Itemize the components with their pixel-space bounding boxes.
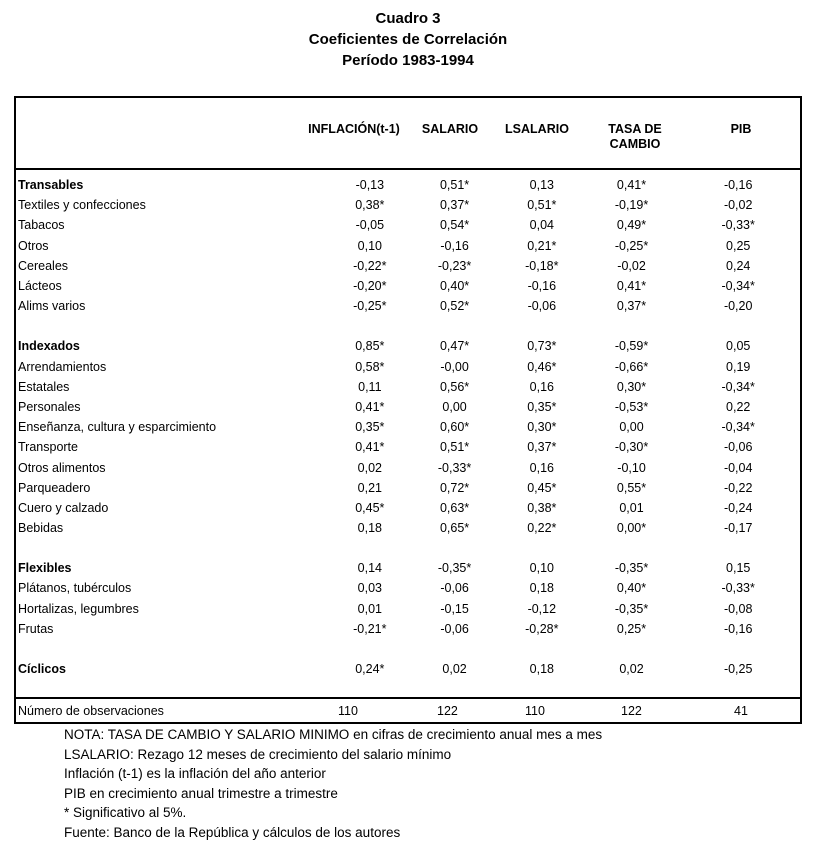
header-inflacion: INFLACIÓN(t-1) [300, 122, 408, 137]
cell-inflacion: -0,21* [327, 619, 412, 639]
observations-lsalario: 110 [525, 704, 545, 718]
row-label: Parqueadero [16, 478, 327, 498]
row-label: Plátanos, tubérculos [16, 578, 327, 598]
cell-salario: -0,00 [412, 357, 497, 377]
cell-salario: 0,02 [412, 659, 497, 679]
cell-inflacion: -0,25* [327, 296, 412, 316]
header-divider [16, 168, 800, 170]
cell-pib: -0,24 [676, 498, 800, 518]
cell-salario: 0,37* [412, 195, 497, 215]
cell-inflacion: 0,38* [327, 195, 412, 215]
cell-salario: 0,65* [412, 518, 497, 538]
cell-inflacion: 0,02 [327, 457, 412, 477]
cell-inflacion: 0,10 [327, 236, 412, 256]
table-row [16, 377, 800, 397]
row-label: Indexados [16, 336, 327, 356]
cell-pib: 0,24 [676, 256, 800, 276]
row-label: Transables [16, 175, 327, 195]
row-label: Lácteos [16, 276, 327, 296]
cell-tasa-de-cambio: 0,00 [587, 417, 677, 437]
cell-salario: -0,35* [412, 558, 497, 578]
cell-pib: 0,25 [676, 236, 800, 256]
cell-inflacion: 0,01 [327, 599, 412, 619]
row-label: Hortalizas, legumbres [16, 599, 327, 619]
table-row [16, 417, 800, 437]
row-label: Arrendamientos [16, 357, 327, 377]
cell-salario: 0,47* [412, 336, 497, 356]
cell-lsalario: -0,06 [497, 296, 587, 316]
row-label: Transporte [16, 437, 327, 457]
cell-inflacion: -0,20* [327, 276, 412, 296]
observations-salario: 122 [437, 704, 458, 718]
cell-tasa-de-cambio: -0,59* [587, 336, 677, 356]
cell-tasa-de-cambio: -0,35* [587, 599, 677, 619]
cell-inflacion: 0,41* [327, 437, 412, 457]
table-row [16, 397, 800, 417]
cell-inflacion: -0,13 [327, 175, 412, 195]
cell-salario: -0,33* [412, 457, 497, 477]
group-row [16, 659, 800, 679]
table-row [16, 478, 800, 498]
cell-lsalario: -0,16 [497, 276, 587, 296]
cell-pib: -0,22 [676, 478, 800, 498]
cell-tasa-de-cambio: -0,10 [587, 457, 677, 477]
table-row [16, 498, 800, 518]
note-line: Fuente: Banco de la República y cálculos de los autores [64, 823, 602, 842]
cell-lsalario: 0,35* [497, 397, 587, 417]
cell-tasa-de-cambio: 0,30* [587, 377, 677, 397]
cell-inflacion: 0,58* [327, 357, 412, 377]
table-period: Período 1983-1994 [0, 50, 816, 71]
group-row [16, 336, 800, 356]
cell-salario: -0,06 [412, 578, 497, 598]
cell-salario: 0,51* [412, 437, 497, 457]
cell-lsalario: 0,13 [497, 175, 587, 195]
note-line: NOTA: TASA DE CAMBIO Y SALARIO MINIMO en cifras de crecimiento anual mes a mes [64, 725, 602, 745]
row-label: Cíclicos [16, 659, 327, 679]
cell-pib: -0,33* [676, 578, 800, 598]
cell-salario: 0,51* [412, 175, 497, 195]
row-label: Frutas [16, 619, 327, 639]
row-label: Otros [16, 236, 327, 256]
cell-lsalario: -0,28* [497, 619, 587, 639]
cell-tasa-de-cambio: 0,55* [587, 478, 677, 498]
header-salario: SALARIO [414, 122, 486, 137]
cell-tasa-de-cambio: -0,53* [587, 397, 677, 417]
note-line: LSALARIO: Rezago 12 meses de crecimiento del salario mínimo [64, 745, 602, 765]
table-row [16, 457, 800, 477]
table-row [16, 578, 800, 598]
cell-pib: -0,34* [676, 377, 800, 397]
row-label: Enseñanza, cultura y esparcimiento [16, 417, 327, 437]
title-block [0, 8, 816, 71]
cell-tasa-de-cambio: 0,41* [587, 276, 677, 296]
cell-lsalario: 0,30* [497, 417, 587, 437]
cell-tasa-de-cambio: 0,37* [587, 296, 677, 316]
group-row [16, 175, 800, 195]
cell-inflacion: -0,05 [327, 215, 412, 235]
cell-lsalario: 0,21* [497, 236, 587, 256]
cell-pib: -0,06 [676, 437, 800, 457]
cell-salario: 0,40* [412, 276, 497, 296]
table-row [16, 276, 800, 296]
note-line: Inflación (t-1) es la inflación del año anterior [64, 764, 602, 784]
observations-divider [16, 697, 800, 699]
observations-label: Número de observaciones [18, 704, 164, 718]
cell-tasa-de-cambio: 0,00* [587, 518, 677, 538]
observations-tasa-de-cambio: 122 [621, 704, 642, 718]
table-row [16, 215, 800, 235]
cell-lsalario: 0,22* [497, 518, 587, 538]
cell-pib: -0,25 [676, 659, 800, 679]
cell-salario: 0,60* [412, 417, 497, 437]
table-row [16, 256, 800, 276]
row-label: Bebidas [16, 518, 327, 538]
header-lsalario: LSALARIO [498, 122, 576, 137]
cell-lsalario: 0,18 [497, 578, 587, 598]
table-number: Cuadro 3 [0, 8, 816, 29]
cell-tasa-de-cambio: 0,41* [587, 175, 677, 195]
cell-inflacion: 0,45* [327, 498, 412, 518]
cell-tasa-de-cambio: 0,49* [587, 215, 677, 235]
cell-lsalario: 0,10 [497, 558, 587, 578]
cell-inflacion: 0,14 [327, 558, 412, 578]
table-row [16, 437, 800, 457]
cell-inflacion: 0,11 [327, 377, 412, 397]
cell-lsalario: 0,46* [497, 357, 587, 377]
cell-lsalario: 0,45* [497, 478, 587, 498]
table-row [16, 195, 800, 215]
cell-salario: -0,23* [412, 256, 497, 276]
spacer-row [16, 316, 800, 336]
observations-row [16, 701, 800, 721]
cell-salario: 0,56* [412, 377, 497, 397]
cell-tasa-de-cambio: 0,40* [587, 578, 677, 598]
cell-pib: -0,04 [676, 457, 800, 477]
row-label: Cereales [16, 256, 327, 276]
observations-pib: 41 [734, 704, 748, 718]
table-title: Coeficientes de Correlación [0, 29, 816, 50]
group-row [16, 558, 800, 578]
cell-lsalario: -0,12 [497, 599, 587, 619]
cell-pib: -0,17 [676, 518, 800, 538]
cell-tasa-de-cambio: -0,35* [587, 558, 677, 578]
cell-lsalario: 0,73* [497, 336, 587, 356]
observations-inflacion: 110 [338, 704, 358, 718]
cell-lsalario: 0,18 [497, 659, 587, 679]
cell-pib: -0,34* [676, 276, 800, 296]
row-label: Textiles y confecciones [16, 195, 327, 215]
table-row [16, 296, 800, 316]
cell-lsalario: 0,38* [497, 498, 587, 518]
cell-pib: -0,20 [676, 296, 800, 316]
cell-inflacion: 0,24* [327, 659, 412, 679]
row-label: Personales [16, 397, 327, 417]
note-line: * Significativo al 5%. [64, 803, 602, 823]
correlation-table [14, 96, 802, 724]
cell-salario: 0,63* [412, 498, 497, 518]
table-row [16, 518, 800, 538]
spacer-row [16, 538, 800, 558]
cell-salario: -0,15 [412, 599, 497, 619]
cell-salario: 0,72* [412, 478, 497, 498]
cell-pib: -0,08 [676, 599, 800, 619]
cell-pib: 0,19 [676, 357, 800, 377]
cell-pib: -0,34* [676, 417, 800, 437]
cell-salario: 0,54* [412, 215, 497, 235]
cell-salario: -0,16 [412, 236, 497, 256]
cell-inflacion: 0,03 [327, 578, 412, 598]
cell-tasa-de-cambio: 0,01 [587, 498, 677, 518]
data-table [16, 175, 800, 679]
cell-pib: 0,05 [676, 336, 800, 356]
spacer-row [16, 639, 800, 659]
cell-pib: -0,33* [676, 215, 800, 235]
header-pib: PIB [716, 122, 766, 137]
cell-pib: -0,16 [676, 619, 800, 639]
row-label: Alims varios [16, 296, 327, 316]
cell-tasa-de-cambio: -0,30* [587, 437, 677, 457]
cell-salario: 0,00 [412, 397, 497, 417]
cell-pib: -0,16 [676, 175, 800, 195]
cell-tasa-de-cambio: -0,25* [587, 236, 677, 256]
table-row [16, 619, 800, 639]
cell-tasa-de-cambio: -0,66* [587, 357, 677, 377]
header-tasa-de-cambio: TASA DE CAMBIO [594, 122, 676, 152]
cell-tasa-de-cambio: 0,25* [587, 619, 677, 639]
row-label: Otros alimentos [16, 457, 327, 477]
cell-inflacion: 0,41* [327, 397, 412, 417]
cell-salario: -0,06 [412, 619, 497, 639]
cell-salario: 0,52* [412, 296, 497, 316]
cell-tasa-de-cambio: 0,02 [587, 659, 677, 679]
cell-pib: 0,22 [676, 397, 800, 417]
cell-lsalario: 0,16 [497, 377, 587, 397]
cell-tasa-de-cambio: -0,02 [587, 256, 677, 276]
row-label: Tabacos [16, 215, 327, 235]
cell-lsalario: 0,51* [497, 195, 587, 215]
cell-lsalario: 0,16 [497, 457, 587, 477]
notes-block [64, 725, 602, 842]
table-row [16, 599, 800, 619]
cell-inflacion: -0,22* [327, 256, 412, 276]
cell-tasa-de-cambio: -0,19* [587, 195, 677, 215]
cell-lsalario: -0,18* [497, 256, 587, 276]
cell-inflacion: 0,18 [327, 518, 412, 538]
table-row [16, 357, 800, 377]
table-row [16, 236, 800, 256]
note-line: PIB en crecimiento anual trimestre a trimestre [64, 784, 602, 804]
row-label: Cuero y calzado [16, 498, 327, 518]
cell-inflacion: 0,35* [327, 417, 412, 437]
cell-inflacion: 0,85* [327, 336, 412, 356]
cell-lsalario: 0,04 [497, 215, 587, 235]
cell-lsalario: 0,37* [497, 437, 587, 457]
cell-inflacion: 0,21 [327, 478, 412, 498]
row-label: Flexibles [16, 558, 327, 578]
cell-pib: 0,15 [676, 558, 800, 578]
row-label: Estatales [16, 377, 327, 397]
cell-pib: -0,02 [676, 195, 800, 215]
